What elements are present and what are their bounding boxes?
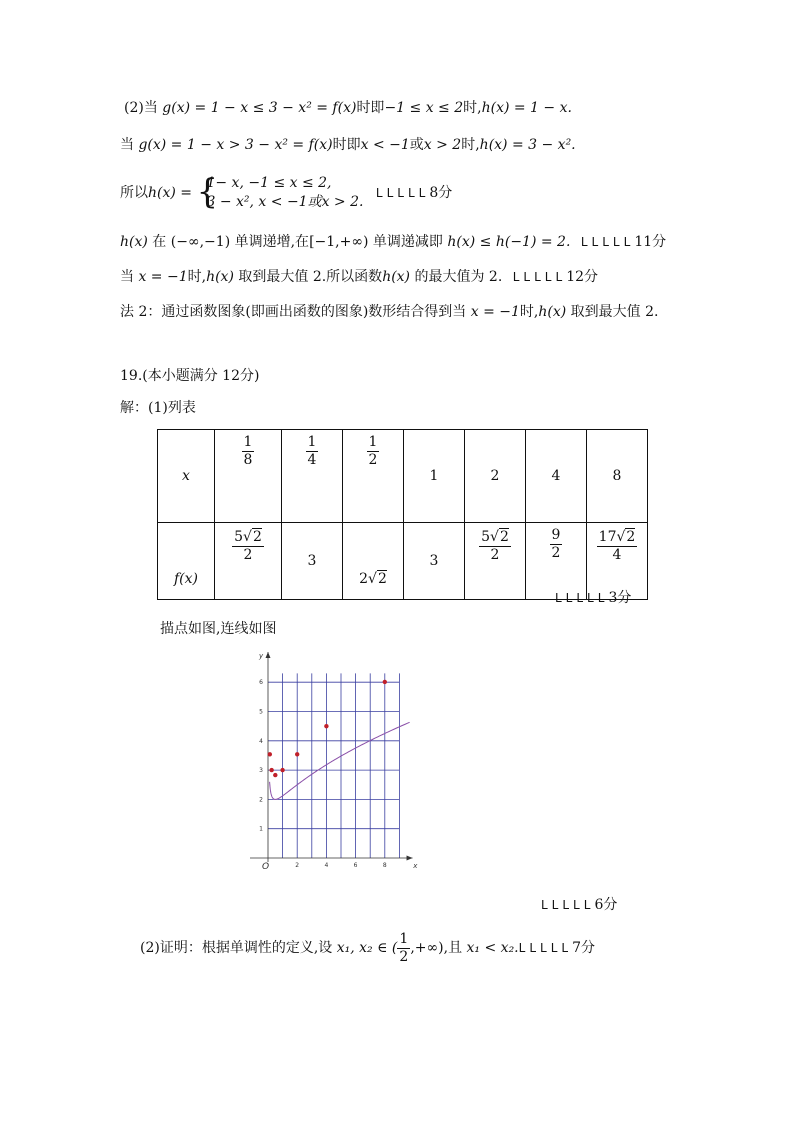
data-point (280, 768, 284, 772)
sqrt: √2 (368, 571, 387, 587)
vars: x₁, x₂ ∈ ( (336, 940, 398, 956)
math-range: x < −1 (360, 137, 410, 153)
y-tick-label: 5 (259, 708, 263, 716)
data-point (295, 752, 299, 756)
cond: x = −1 (470, 304, 520, 320)
x-tick-label: 4 (324, 862, 329, 869)
plot-score (541, 895, 617, 915)
text: 时, (463, 100, 482, 116)
y-tick-label: 6 (259, 679, 263, 687)
function-curve (270, 722, 410, 799)
question-19-part1: 解：(1)列表 (120, 400, 196, 416)
fn: h(x) (206, 269, 234, 285)
coef: 17 (598, 529, 617, 545)
text: 时, (187, 269, 207, 285)
score: 8分 (429, 185, 453, 201)
denominator: 2 (551, 545, 561, 561)
sqrt: √2 (490, 529, 509, 545)
numerator (597, 529, 638, 547)
row-label-fx (158, 523, 215, 600)
function-plot (246, 648, 546, 880)
score-dots: LLLLL (580, 235, 635, 249)
score: 7分 (572, 940, 595, 956)
cell-x-6: 8 (587, 430, 648, 523)
cell-f-0 (215, 523, 282, 600)
piecewise-cases (196, 174, 363, 212)
label: f(x) (173, 571, 198, 587)
text: (2)当 (124, 100, 163, 116)
part-2-line (140, 930, 595, 966)
score: 11分 (634, 234, 667, 250)
radicand: 2 (499, 529, 509, 545)
numerator: 9 (551, 527, 561, 543)
interval-1: (−∞,−1) (170, 234, 231, 250)
radicand: 2 (252, 529, 262, 545)
math-result: h(x) = 3 − x². (479, 137, 576, 153)
denominator: 2 (490, 547, 500, 563)
text: 单调递减即 (368, 234, 448, 250)
cell-x-0 (215, 430, 282, 523)
text: 时即 (332, 137, 361, 153)
cell-x-5: 4 (526, 430, 587, 523)
numerator: 1 (243, 434, 253, 450)
data-point (324, 724, 328, 728)
coef: 5 (234, 529, 244, 545)
text: 取到最大值 2.所以函数 (233, 269, 383, 285)
numerator: 1 (399, 930, 409, 947)
row-label-x (158, 430, 215, 523)
axes (250, 652, 413, 862)
score-dots: LLLLL (518, 941, 573, 955)
x-axis-label: x (413, 862, 418, 870)
fraction (306, 434, 319, 469)
cond: x = −1 (138, 269, 188, 285)
math-result: h(x) = 1 − x. (481, 100, 572, 116)
data-point (268, 752, 272, 756)
denominator: 4 (612, 547, 622, 563)
score-dots: LLLLL (375, 186, 430, 200)
text: 法 2：通过函数图象(即画出函数的图象)数形结合得到当 (120, 304, 471, 320)
math-cond: g(x) = 1 − x > 3 − x² = f(x) (138, 137, 333, 153)
text: 所以 (120, 185, 148, 201)
monotonicity-line (120, 232, 666, 252)
math-range: −1 ≤ x ≤ 2 (384, 100, 464, 116)
denominator: 2 (399, 948, 409, 965)
y-tick-label: 2 (259, 796, 263, 804)
text: ,且 (443, 940, 467, 956)
y-axis-arrow-icon (266, 652, 271, 658)
fraction (397, 931, 410, 966)
table-row-x (158, 430, 648, 523)
x-tick-label: 2 (295, 862, 300, 869)
x-tick-label: 8 (382, 862, 387, 869)
y-tick-label: 1 (259, 825, 263, 833)
coef: 2 (359, 571, 369, 587)
data-point (273, 773, 277, 777)
cell-f-3: 3 (404, 523, 465, 600)
case-1: 1− x, −1 ≤ x ≤ 2, (206, 175, 332, 191)
fn: h(x) (382, 269, 411, 285)
y-tick-label: 4 (259, 737, 263, 745)
cell-f-2 (343, 523, 404, 600)
max-value-line (120, 267, 598, 287)
x-axis-arrow-icon (407, 856, 413, 861)
fn: h(x) (538, 304, 567, 320)
text: (2)证明：根据单调性的定义,设 (140, 940, 337, 956)
radicand: 2 (626, 529, 636, 545)
sqrt: √2 (616, 529, 636, 545)
coef: 5 (481, 529, 491, 545)
table-score (555, 588, 631, 608)
text: 单调递增,在 (230, 234, 310, 250)
radicand: 2 (377, 571, 387, 587)
score: 12分 (566, 269, 599, 285)
text: 当 (120, 269, 139, 285)
text: 时, (461, 137, 480, 153)
text: 在 (147, 234, 171, 250)
data-point (383, 680, 387, 684)
denominator: 8 (243, 452, 253, 468)
text: 取到最大值 2. (566, 304, 659, 320)
origin-label: O (262, 862, 270, 872)
numerator: 1 (368, 434, 378, 450)
fn: h(x) (120, 234, 148, 250)
math-cond: g(x) = 1 − x ≤ 3 − x² = f(x) (162, 100, 357, 116)
brace-icon: { (196, 172, 219, 212)
x-tick-label: 6 (353, 862, 358, 869)
score: 3分 (608, 590, 632, 606)
fraction (242, 434, 255, 469)
denominator: 4 (307, 452, 317, 468)
tick-labels (258, 652, 418, 872)
denominator: 2 (368, 452, 378, 468)
score-dots: LLLLL (512, 270, 567, 284)
y-axis-label: y (259, 652, 264, 660)
fraction (367, 434, 380, 469)
text: 或 (409, 137, 424, 153)
cell-x-4: 2 (465, 430, 526, 523)
fraction (550, 527, 563, 562)
sqrt: √2 (243, 529, 262, 545)
piecewise-lhs: h(x) = (148, 185, 197, 201)
inequality: x₁ < x₂. (466, 940, 519, 956)
data-points (268, 680, 387, 778)
numerator (232, 529, 264, 547)
grid (268, 673, 399, 858)
fraction (479, 529, 511, 564)
denominator: 2 (243, 547, 253, 563)
cell-x-3: 1 (404, 430, 465, 523)
fraction (597, 529, 638, 564)
numerator: 1 (307, 434, 317, 450)
question-19-title: 19.(本小题满分 12分) (120, 368, 260, 384)
cell-f-1: 3 (282, 523, 343, 600)
inequality: h(x) ≤ h(−1) = 2. (447, 234, 571, 250)
cell-f-4 (465, 523, 526, 600)
text: 的最大值为 2. (410, 269, 503, 285)
piecewise-definition (120, 173, 452, 213)
data-point (269, 768, 273, 772)
plot-caption: 描点如图,连线如图 (160, 621, 277, 637)
value-table (157, 429, 648, 600)
method-2-line (120, 302, 658, 322)
solution-line-1 (124, 98, 572, 118)
case-2: 3 − x², x < −1或x > 2. (206, 194, 364, 210)
label: x (182, 468, 190, 484)
interval-2: [−1,+∞) (309, 234, 369, 250)
math-range-2: x > 2 (423, 137, 462, 153)
text: 时即 (356, 100, 385, 116)
numerator (479, 529, 511, 547)
solution-line-2 (120, 135, 576, 155)
score-dots: LLLLL (541, 898, 595, 912)
text: 时, (519, 304, 539, 320)
interval-tail: ,+∞) (410, 940, 444, 956)
score: 6分 (594, 897, 618, 913)
text: 当 (120, 137, 139, 153)
cell-x-1 (282, 430, 343, 523)
fraction (232, 529, 264, 564)
cell-x-2 (343, 430, 404, 523)
y-tick-label: 3 (259, 767, 263, 775)
score-dots: LLLLL (555, 591, 609, 605)
